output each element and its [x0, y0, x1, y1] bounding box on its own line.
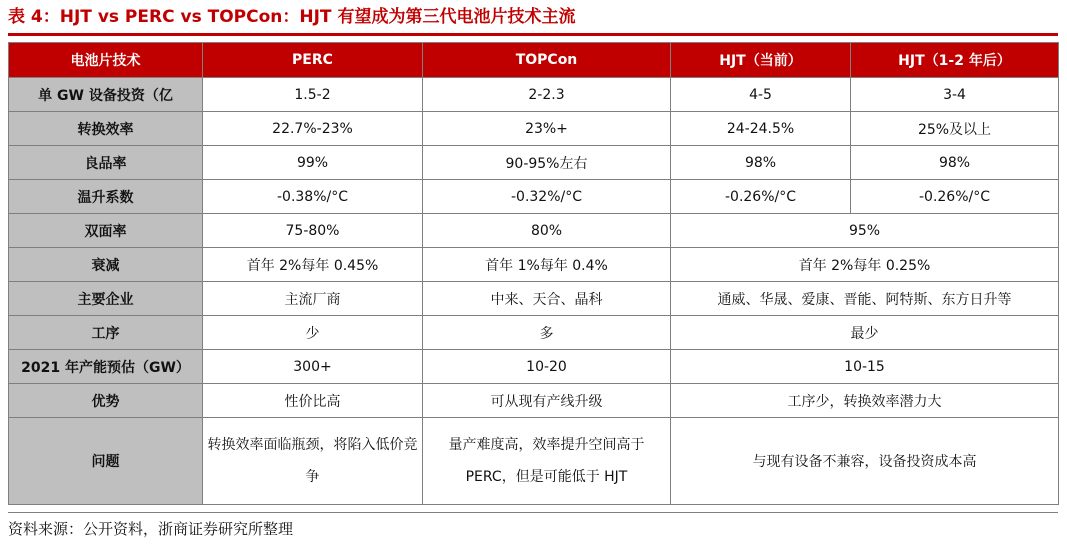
cell-hjt-current: 4-5 — [671, 78, 851, 112]
table-row — [9, 78, 1059, 112]
cell-hjt-current: -0.26%/°C — [671, 180, 851, 214]
header-topcon: TOPCon — [423, 43, 671, 78]
table-row — [9, 418, 1059, 505]
cell-perc: 300+ — [203, 350, 423, 384]
cell-hjt: 最少 — [671, 316, 1059, 350]
cell-hjt: 10-15 — [671, 350, 1059, 384]
table-row — [9, 146, 1059, 180]
cell-hjt-current: 24-24.5% — [671, 112, 851, 146]
cell-hjt-future: 98% — [851, 146, 1059, 180]
cell-hjt: 首年 2%每年 0.25% — [671, 248, 1059, 282]
header-hjt-future: HJT（1-2 年后） — [851, 43, 1059, 78]
table-row — [9, 214, 1059, 248]
header-perc: PERC — [203, 43, 423, 78]
row-label: 单 GW 设备投资（亿 — [9, 78, 203, 112]
cell-perc: 首年 2%每年 0.45% — [203, 248, 423, 282]
row-label: 双面率 — [9, 214, 203, 248]
table-row — [9, 350, 1059, 384]
table-row — [9, 282, 1059, 316]
table-header-row — [9, 43, 1059, 78]
row-label: 主要企业 — [9, 282, 203, 316]
row-label: 转换效率 — [9, 112, 203, 146]
row-label: 温升系数 — [9, 180, 203, 214]
cell-hjt-future: 3-4 — [851, 78, 1059, 112]
cell-topcon: 多 — [423, 316, 671, 350]
title-divider — [8, 33, 1058, 36]
row-label: 2021 年产能预估（GW） — [9, 350, 203, 384]
row-label: 良品率 — [9, 146, 203, 180]
cell-topcon: 首年 1%每年 0.4% — [423, 248, 671, 282]
table-row — [9, 112, 1059, 146]
header-hjt-current: HJT（当前） — [671, 43, 851, 78]
cell-perc: -0.38%/°C — [203, 180, 423, 214]
footer-divider — [8, 512, 1058, 513]
cell-topcon: 可从现有产线升级 — [423, 384, 671, 418]
cell-topcon: 90-95%左右 — [423, 146, 671, 180]
cell-perc: 少 — [203, 316, 423, 350]
row-label: 衰减 — [9, 248, 203, 282]
cell-hjt-current: 98% — [671, 146, 851, 180]
cell-topcon: 10-20 — [423, 350, 671, 384]
comparison-table — [8, 42, 1059, 505]
cell-topcon: -0.32%/°C — [423, 180, 671, 214]
table-row — [9, 316, 1059, 350]
cell-topcon: 中来、天合、晶科 — [423, 282, 671, 316]
cell-hjt: 与现有设备不兼容，设备投资成本高 — [671, 418, 1059, 505]
row-label: 工序 — [9, 316, 203, 350]
cell-perc: 22.7%-23% — [203, 112, 423, 146]
cell-topcon: 量产难度高，效率提升空间高于 PERC，但是可能低于 HJT — [423, 418, 671, 505]
table-row — [9, 180, 1059, 214]
cell-perc: 转换效率面临瓶颈，将陷入低价竞争 — [203, 418, 423, 505]
cell-topcon: 80% — [423, 214, 671, 248]
source-note: 资料来源：公开资料，浙商证券研究所整理 — [8, 520, 294, 538]
cell-hjt-future: 25%及以上 — [851, 112, 1059, 146]
cell-hjt: 工序少，转换效率潜力大 — [671, 384, 1059, 418]
row-label: 优势 — [9, 384, 203, 418]
cell-hjt: 95% — [671, 214, 1059, 248]
cell-hjt: 通威、华晟、爱康、晋能、阿特斯、东方日升等 — [671, 282, 1059, 316]
table-row — [9, 384, 1059, 418]
cell-perc: 性价比高 — [203, 384, 423, 418]
cell-perc: 75-80% — [203, 214, 423, 248]
cell-perc: 99% — [203, 146, 423, 180]
cell-topcon: 2-2.3 — [423, 78, 671, 112]
cell-perc: 主流厂商 — [203, 282, 423, 316]
header-technology: 电池片技术 — [9, 43, 203, 78]
row-label: 问题 — [9, 418, 203, 505]
cell-perc: 1.5-2 — [203, 78, 423, 112]
cell-topcon: 23%+ — [423, 112, 671, 146]
table-title: 表 4：HJT vs PERC vs TOPCon：HJT 有望成为第三代电池片技术主流 — [8, 7, 576, 27]
table-row — [9, 248, 1059, 282]
cell-hjt-future: -0.26%/°C — [851, 180, 1059, 214]
